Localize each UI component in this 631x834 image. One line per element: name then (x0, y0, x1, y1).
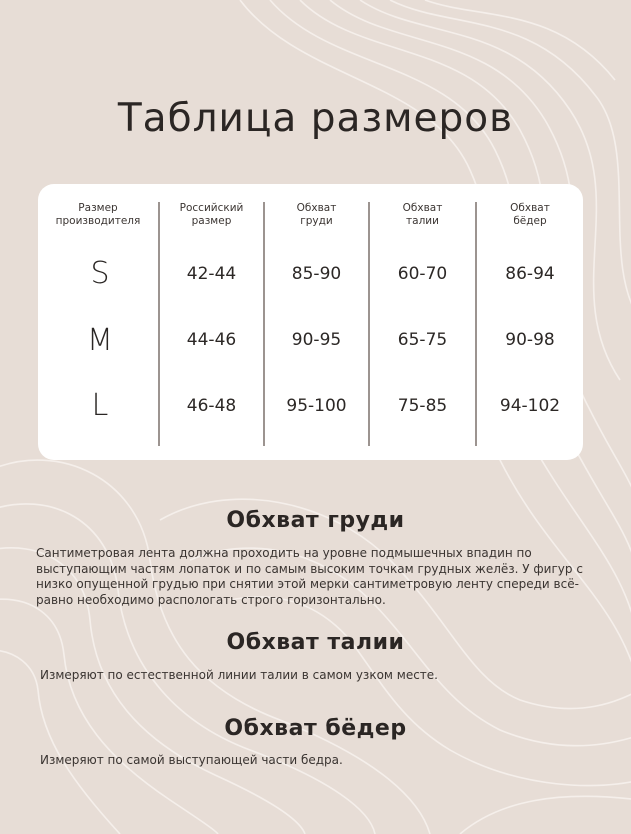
header-russian-size: Российский размер (179, 202, 244, 227)
table-cell: 94-102 (499, 396, 561, 416)
section-text-bust: Сантиметровая лента должна проходить на уровне подмышечных впадин по выступающим частям лопаток и по самым высоким точкам грудных желёз. У фигур с низко опущенной грудью при снятии этой мерки сантиметровую ленту спереди всё-равно необходимо распологать строго горизонтально. (36, 546, 583, 607)
section-text-waist: Измеряют по естественной линии талии в самом узком месте. (40, 668, 438, 682)
page-title: Таблица размеров (117, 96, 514, 141)
table-cell: 85-90 (291, 264, 342, 284)
size-label: L (91, 388, 109, 423)
header-hips: Обхват бёдер (510, 202, 550, 227)
section-title-bust: Обхват груди (226, 508, 405, 533)
header-waist: Обхват талии (402, 202, 443, 227)
table-cell: 46-48 (186, 396, 237, 416)
table-cell: 60-70 (397, 264, 448, 284)
size-label: M (87, 323, 113, 358)
size-label: S (90, 256, 110, 291)
table-cell: 42-44 (186, 264, 237, 284)
section-title-waist: Обхват талии (226, 630, 405, 655)
section-title-hips: Обхват бёдер (224, 716, 407, 741)
table-cell: 95-100 (286, 396, 347, 416)
table-cell: 90-98 (505, 330, 555, 350)
section-text-hips: Измеряют по самой выступающей части бедра. (40, 753, 343, 767)
header-manufacturer-size: Размер производителя (55, 202, 141, 227)
size-table-card (38, 184, 583, 460)
table-cell: 86-94 (505, 264, 555, 284)
table-cell: 65-75 (397, 330, 448, 350)
header-bust: Обхват груди (296, 202, 337, 227)
table-cell: 44-46 (186, 330, 237, 350)
table-cell: 75-85 (397, 396, 448, 416)
table-cell: 90-95 (291, 330, 342, 350)
